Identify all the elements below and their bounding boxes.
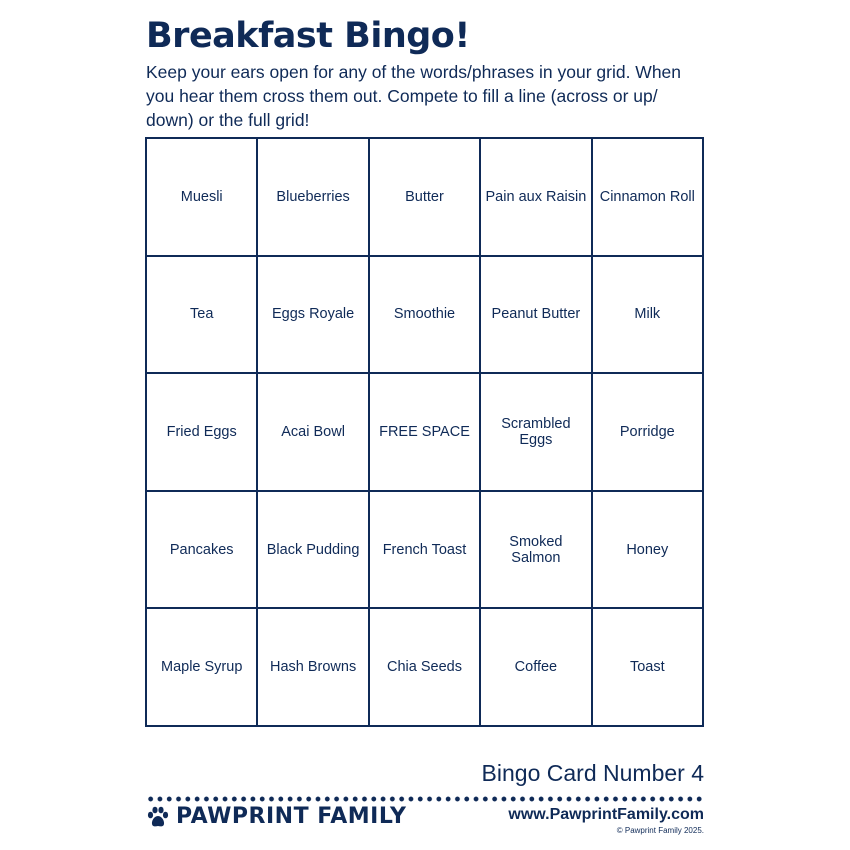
brand-logo [146,804,406,829]
bingo-cell[interactable]: Hash Browns [258,609,369,727]
bingo-cell[interactable]: Blueberries [258,139,369,257]
page-title: Breakfast Bingo! [146,16,470,56]
bingo-cell[interactable]: Toast [593,609,704,727]
bingo-cell[interactable]: Acai Bowl [258,374,369,492]
brand-name: PAWPRINT FAMILY [176,804,407,829]
bingo-cell[interactable]: Scrambled Eggs [481,374,592,492]
bingo-cell[interactable]: Cinnamon Roll [593,139,704,257]
bingo-cell[interactable]: Milk [593,257,704,375]
bingo-cell[interactable]: Black Pudding [258,492,369,610]
bingo-cell[interactable]: Honey [593,492,704,610]
website-link[interactable]: www.PawprintFamily.com [508,806,704,823]
bingo-cell[interactable]: Butter [370,139,481,257]
bingo-cell[interactable]: Muesli [147,139,258,257]
bingo-cell[interactable]: Smoked Salmon [481,492,592,610]
instructions-text: Keep your ears open for any of the words/phrases in your grid. When you hear them cross them out. Compete to fill a line (across or up/ down) or the full grid! [146,62,682,130]
bingo-cell[interactable]: Chia Seeds [370,609,481,727]
bingo-cell[interactable]: Peanut Butter [481,257,592,375]
paw-icon [146,805,170,829]
bingo-cell[interactable]: Maple Syrup [147,609,258,727]
bingo-cell[interactable]: Smoothie [370,257,481,375]
bingo-grid [145,137,704,727]
bingo-cell[interactable]: Tea [147,257,258,375]
bingo-cell[interactable]: Pancakes [147,492,258,610]
bingo-cell[interactable]: Eggs Royale [258,257,369,375]
bingo-cell[interactable]: French Toast [370,492,481,610]
free-space-cell[interactable]: FREE SPACE [370,374,481,492]
bingo-cell[interactable]: Fried Eggs [147,374,258,492]
card-number: Bingo Card Number 4 [481,760,704,786]
copyright-text: © Pawprint Family 2025. [616,826,704,835]
dotted-divider [146,796,704,802]
bingo-cell[interactable]: Coffee [481,609,592,727]
bingo-cell[interactable]: Porridge [593,374,704,492]
bingo-cell[interactable]: Pain aux Raisin [481,139,592,257]
